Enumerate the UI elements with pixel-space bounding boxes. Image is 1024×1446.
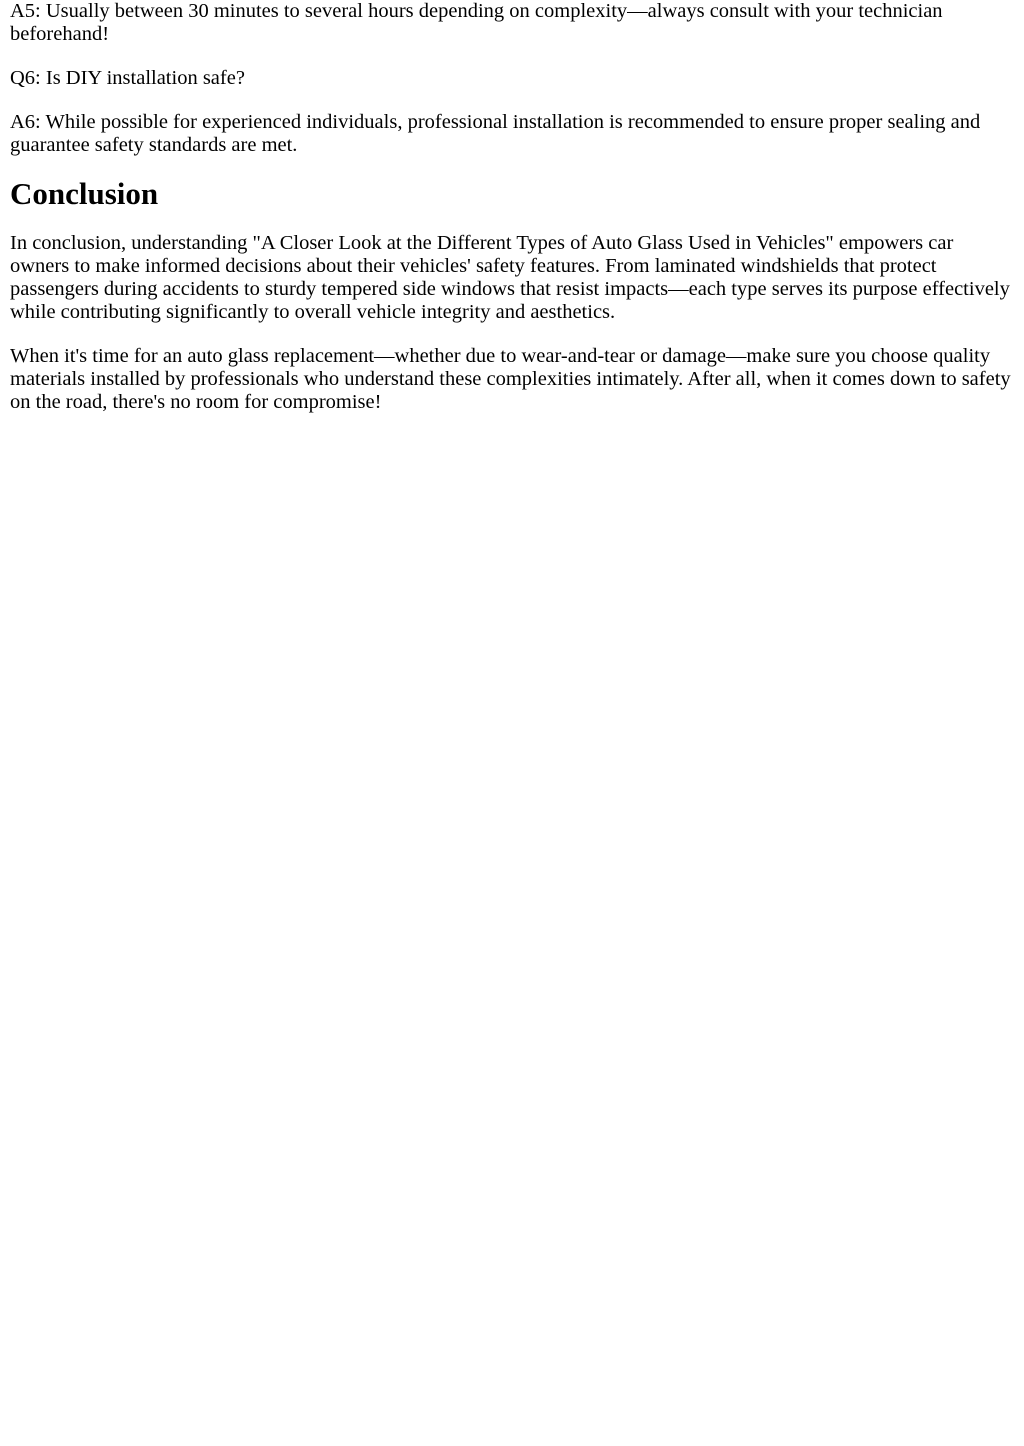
faq-question-6: Q6: Is DIY installation safe? [10, 67, 245, 89]
faq-answer-6: A6: While possible for experienced individuals, professional installation is recommended to ensure proper sealing and guarantee safety standards are met. [10, 111, 981, 156]
article-body [0, 0, 1024, 414]
conclusion-heading: Conclusion [10, 176, 159, 211]
faq-answer-5: A5: Usually between 30 minutes to several hours depending on complexity—always consult with your technician beforehand! [10, 0, 943, 45]
conclusion-paragraph-2: When it's time for an auto glass replacement—whether due to wear-and-tear or damage—make sure you choose quality materials installed by professionals who understand these complexities intimately. After all, when it comes down to safety on the road, there's no room for compromise! [10, 345, 1011, 413]
conclusion-paragraph-1: In conclusion, understanding "A Closer Look at the Different Types of Auto Glass Used in Vehicles" empowers car owners to make informed decisions about their vehicles' safety features. From laminated windshields that protect passengers during accidents to sturdy tempered side windows that resist impacts—each type serves its purpose effectively while contributing significantly to overall vehicle integrity and aesthetics. [10, 232, 1010, 323]
